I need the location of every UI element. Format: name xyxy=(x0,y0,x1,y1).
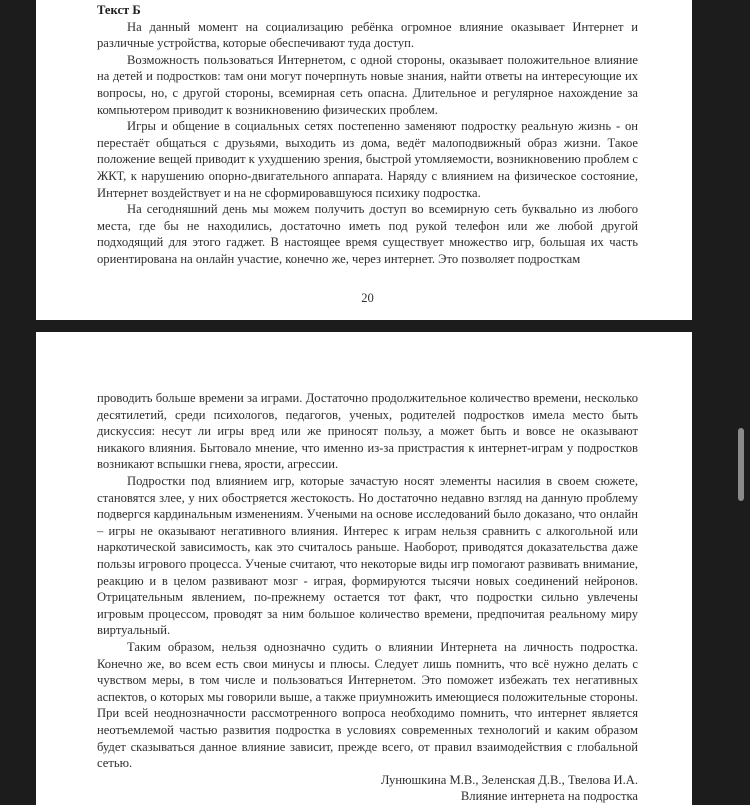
document-page-21 xyxy=(36,332,692,805)
attribution-title: Влияние интернета на подростка xyxy=(460,789,638,804)
paragraph: На сегодняшний день мы можем получить доступ во всемирную сеть буквально из любого места, где бы не находились, достаточно иметь под рукой телефон или же любой другой подходящий для этого гаджет. В настоящее время существует множество игр, большая их часть ориентирована на онлайн участие, конечно же, через интернет. Это позволяет подросткам xyxy=(97,202,638,266)
paragraph: Игры и общение в социальных сетях постепенно заменяют подростку реальную жизнь - он перестаёт общаться с друзьями, выходить из дома, ведёт малоподвижный образ жизни. Такое положение вещей приводит к ухудшению зрения, быстрой утомляемости, возникновению проблем с ЖКТ, к нарушению опорно-двигательного аппарата. Наряду с влиянием на физическое состояние, Интернет воздействует и на не сформировавшуюся психику подростка. xyxy=(97,119,638,200)
attribution-authors: Лунюшкина М.В., Зеленская Д.В., Твелова И.А. xyxy=(380,772,638,787)
page-text xyxy=(97,2,638,268)
document-page-20 xyxy=(36,0,692,320)
section-heading: Текст Б xyxy=(97,3,141,17)
page-text xyxy=(97,390,638,805)
page-number: 20 xyxy=(361,290,374,305)
paragraph: Таким образом, нельзя однозначно судить о влиянии Интернета на личность подростка. Конечно же, во всем есть свои минусы и плюсы. Следует лишь помнить, что всё нужно делать с чувством меры, в том числе и пользоваться Интернетом. Это поможет избежать тех негативных аспектов, о которых мы говорили выше, а также приумножить имеющиеся положительные стороны. При всей неоднозначности рассмотренного вопроса необходимо помнить, что интернет является неотъемлемой частью развития подростка в условиях современных технологий и каким образом будет сказываться данное влияние зависит, прежде всего, от правил взаимодействия с глобальной сетью. xyxy=(97,640,638,771)
paragraph: Возможность пользоваться Интернетом, с одной стороны, оказывает положительное влияние на детей и подростков: там они могут почерпнуть новые знания, найти ответы на интересующие их вопросы, но, с другой стороны, всемирная сеть опасна. Длительное и регулярное нахождение за компьютером приводит к возникновению физических проблем. xyxy=(97,52,638,117)
paragraph-continued: проводить больше времени за играми. Достаточно продолжительное количество времени, несколько десятилетий, среди психологов, педагогов, ученых, родителей подростков имела место быть дискуссия: несут ли игры вред или же приносят пользу, а может быть и вовсе не оказывают никакого влияния. Бытовало мнение, что именно из-за пристрастия к интернет-играм у подростков возникают вспышки гнева, ярости, агрессии. xyxy=(97,391,638,472)
vertical-scrollbar-thumb[interactable] xyxy=(738,428,744,501)
paragraph: На данный момент на социализацию ребёнка огромное влияние оказывает Интернет и различные устройства, которые обеспечивают туда доступ. xyxy=(97,19,638,51)
paragraph: Подростки под влиянием игр, которые зачастую носят элементы насилия в своем сюжете, становятся злее, у них обостряется жестокость. Но достаточно недавно взгляд на данную проблему подвергся кардинальным изменениям. Учеными на основе исследований было доказано, что онлайн – игры не оказывают негативного влияния. Интерес к играм нельзя сравнить с алкогольной или наркотической зависимость, как это считалось раньше. Наоборот, приводятся доказательства даже пользы игрового процесса. Ученые считают, что некоторые виды игр помогают развивать внимание, реакцию и в целом развивают мозг - играя, формируются тысячи новых соединений нейронов. Отрицательным явлением, по-прежнему остается тот факт, что подростки сильно увлечены игровым процессом, проводят за ним большое количество времени, предпочитая реальному миру виртуальный. xyxy=(97,474,638,638)
